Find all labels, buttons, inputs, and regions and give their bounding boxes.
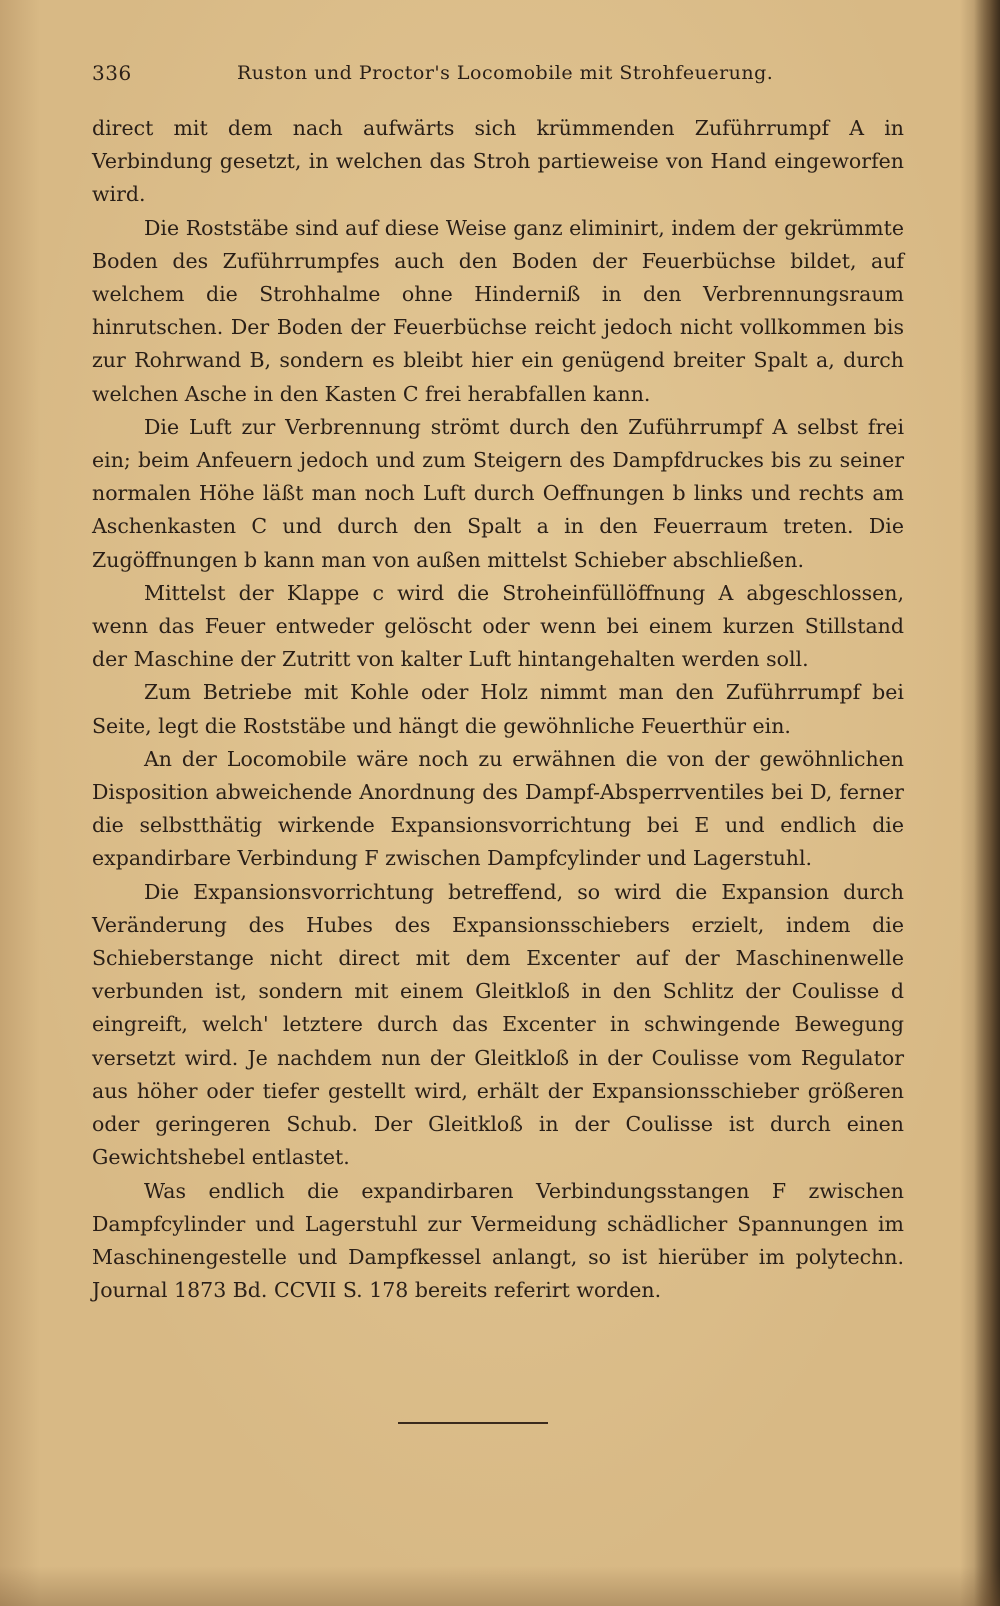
running-head [92,58,910,88]
paragraph-kohle-holz: Zum Betriebe mit Kohle oder Holz nimmt man den Zuführrumpf bei Seite, legt die Roststäbe und hängt die gewöhnliche Feuerthür ein. [92,680,904,738]
page-number: 336 [92,61,132,85]
paragraph-luft: Die Luft zur Verbrennung strömt durch den Zuführrumpf A selbst frei ein; beim Anfeuern jedoch und zum Steigern des Dampfdruckes bis zu seiner normalen Höhe läßt man noch Luft durch Oeffnungen b links und rechts am Aschenkasten C und durch den Spalt a in den Feuerraum treten. Die Zugöffnungen b kann man von außen mittelst Schieber abschließen. [92,414,904,572]
body-text [92,112,904,1307]
paragraph-expansion: Die Expansionsvorrichtung betreffend, so wird die Expansion durch Veränderung des Hubes des Expansionsschiebers erzielt, indem die Schieberstange nicht direct mit dem Excenter auf der Maschinenwelle verbunden ist, sondern mit einem Gleitkloß in den Schlitz der Coulisse d eingreift, welch' letztere durch das Excenter in schwingende Bewegung versetzt wird. Je nachdem nun der Gleitkloß in der Coulisse vom Regulator aus höher oder tiefer gestellt wird, erhält der Expansionsschieber größeren oder geringeren Schub. Der Gleitkloß in der Coulisse ist durch einen Gewichtshebel entlastet. [92,879,904,1170]
paragraph-roststaebe: Die Roststäbe sind auf diese Weise ganz eliminirt, indem der gekrümmte Boden des Zuführrumpfes auch den Boden der Feuerbüchse bildet, auf welchem die Strohhalme ohne Hinderniß in den Verbrennungsraum hinrutschen. Der Boden der Feuerbüchse reicht jedoch nicht vollkommen bis zur Rohrwand B, sondern es bleibt hier ein genügend breiter Spalt a, durch welchen Asche in den Kasten C frei herabfallen kann. [92,215,904,406]
page-bottom-shadow [0,1566,1000,1606]
page-edge-shadow [974,0,1000,1606]
paragraph-locomobile: An der Locomobile wäre noch zu erwähnen die von der gewöhnlichen Disposition abweichende Anordnung des Dampf-Absperrventiles bei D, ferner die selbstthätig wirkende Expansionsvorrichtung bei E und endlich die expandirbare Verbindung F zwischen Dampfcylinder und Lagerstuhl. [92,746,904,871]
paragraph-continuation: direct mit dem nach aufwärts sich krümmenden Zuführrumpf A in Verbindung gesetzt, in welchen das Stroh partieweise von Hand eingeworfen wird. [92,116,904,207]
end-rule [398,1422,548,1424]
paragraph-klappe: Mittelst der Klappe c wird die Stroheinfüllöffnung A abgeschlossen, wenn das Feuer entweder gelöscht oder wenn bei einem kurzen Stillstand der Maschine der Zutritt von kalter Luft hintangehalten werden soll. [92,580,904,672]
paragraph-verbindungsstangen: Was endlich die expandirbaren Verbindungsstangen F zwischen Dampfcylinder und Lagerstuhl zur Vermeidung schädlicher Spannungen im Maschinengestelle und Dampfkessel anlangt, so ist hierüber im polytechn. Journal 1873 Bd. CCVII S. 178 bereits referirt worden. [92,1178,904,1303]
running-head-title: Ruston und Proctor's Locomobile mit Strohfeuerung. [237,62,774,84]
